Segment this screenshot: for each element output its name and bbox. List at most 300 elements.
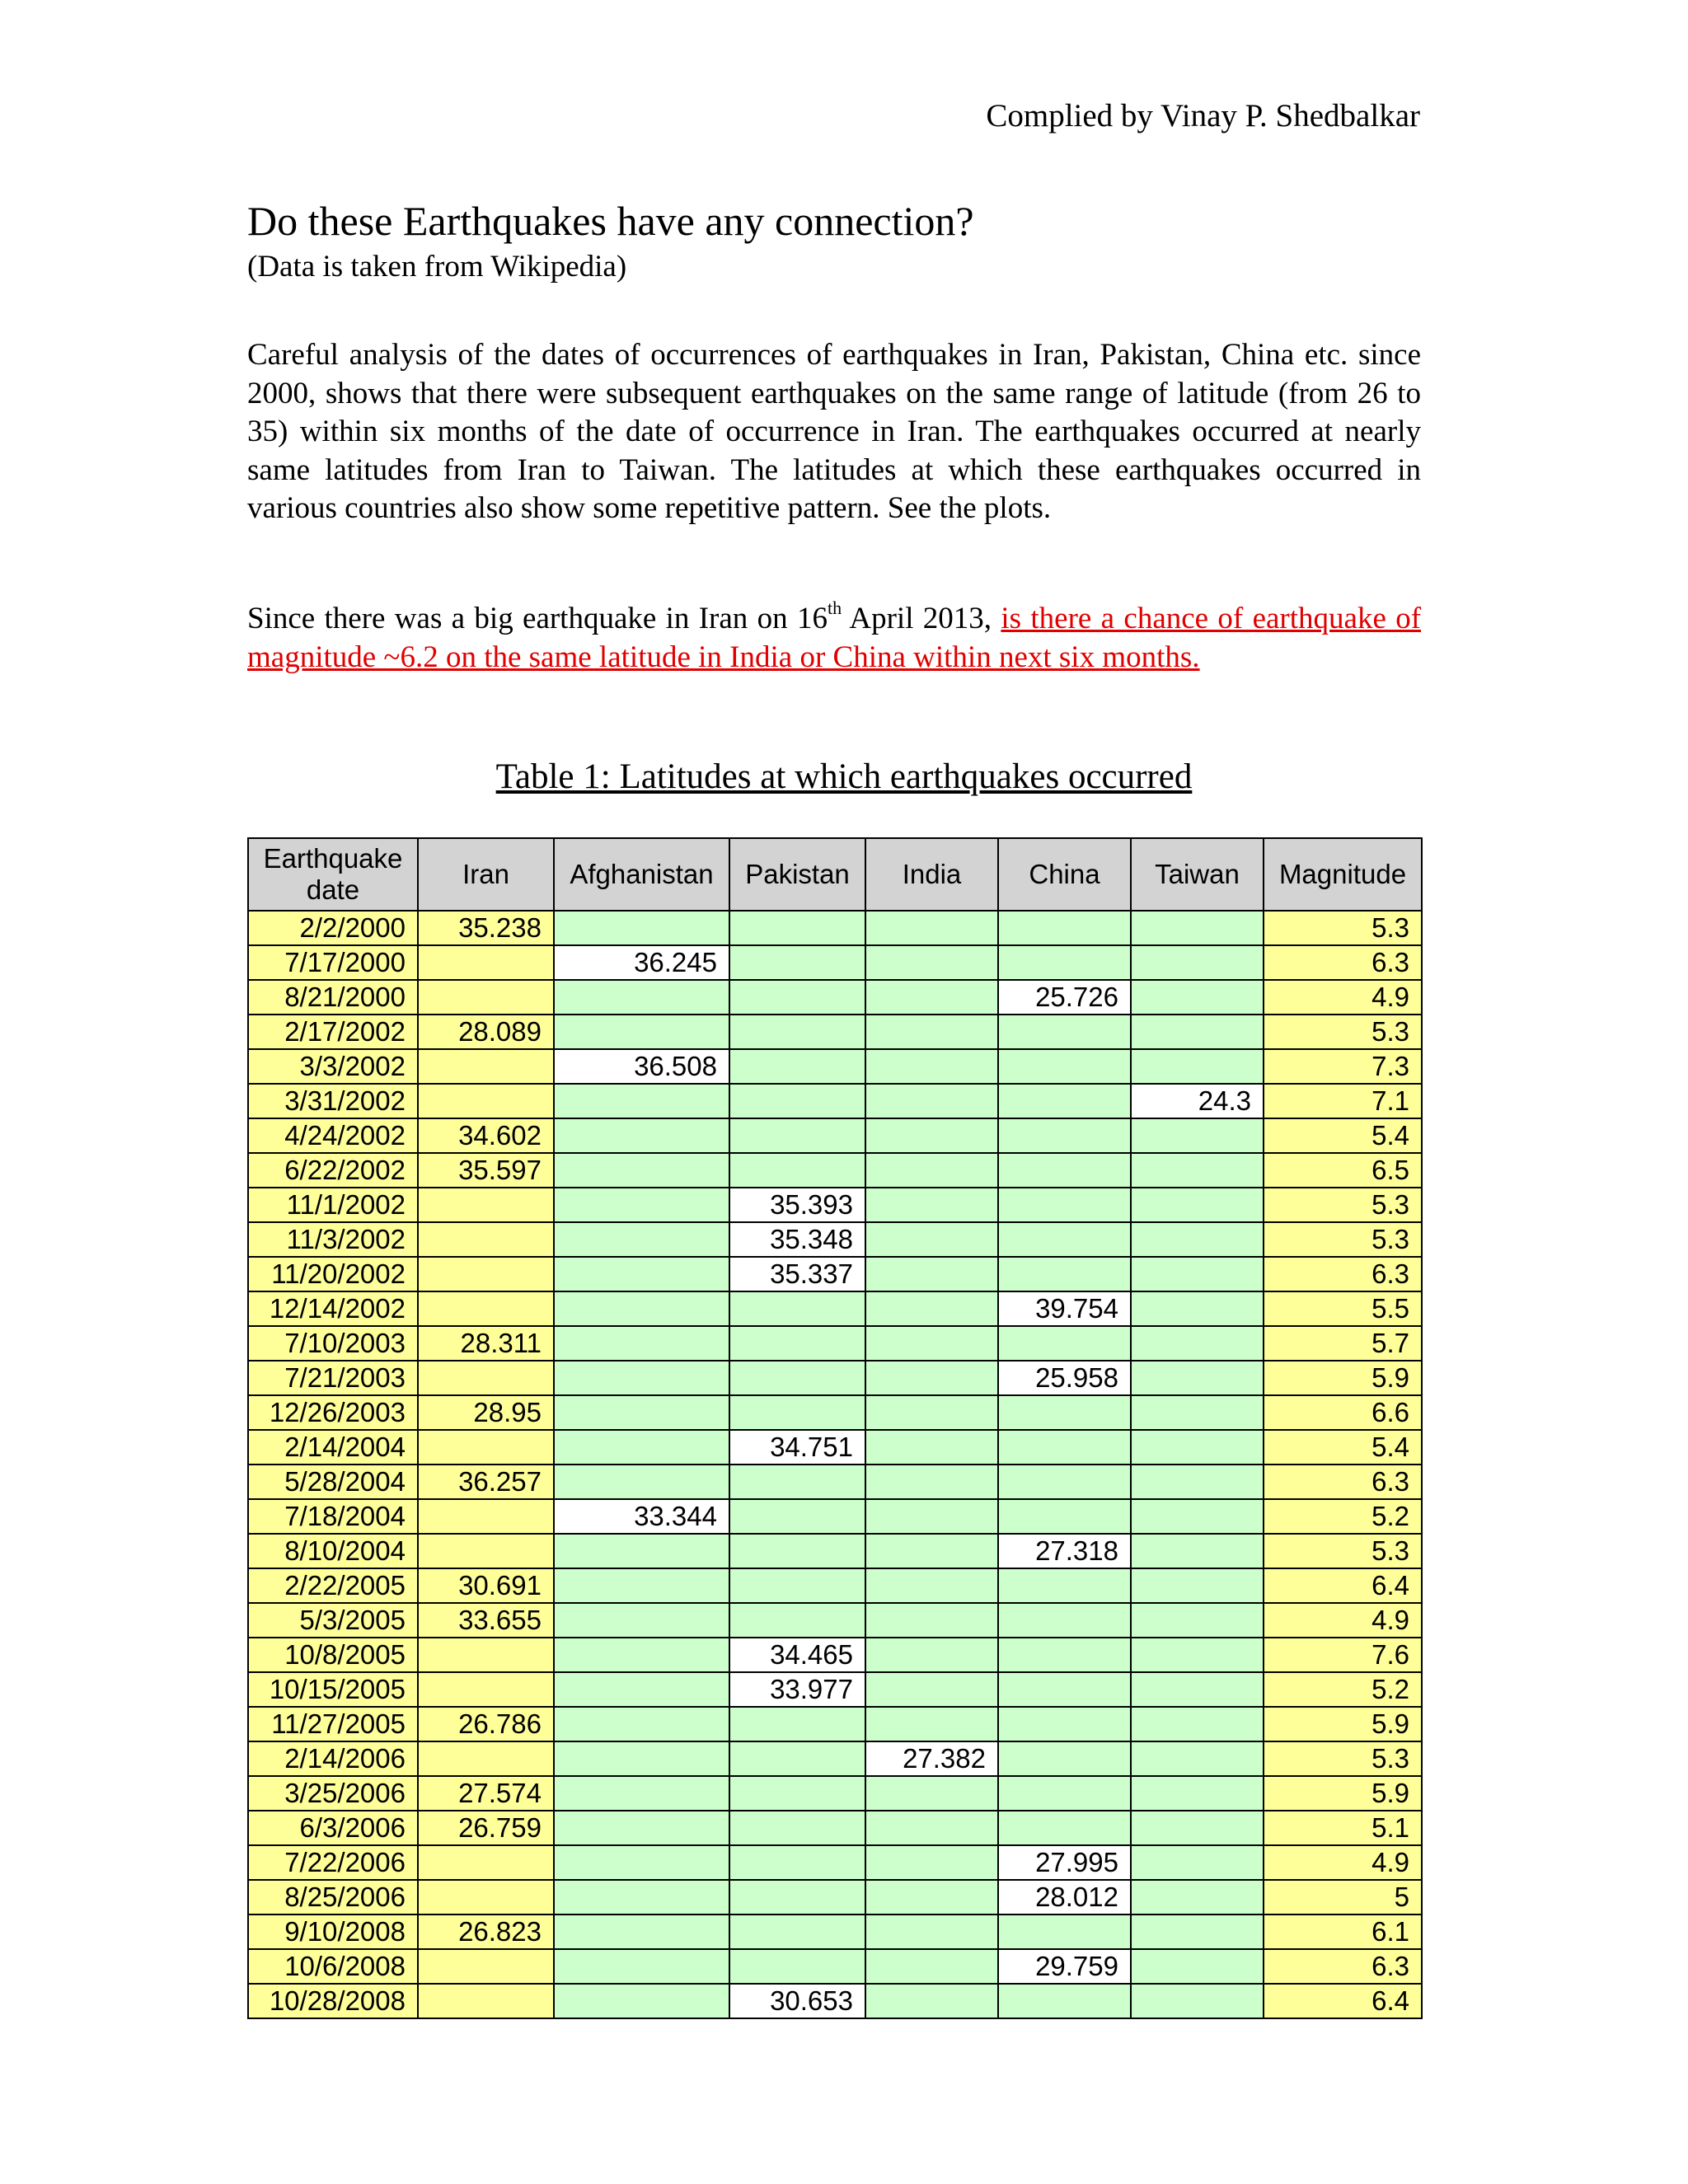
cell-iran — [418, 1430, 554, 1465]
table-row — [248, 1291, 1422, 1326]
cell-pakistan: 34.751 — [729, 1430, 865, 1465]
cell-taiwan — [1131, 1465, 1264, 1499]
cell-pakistan — [729, 1084, 865, 1118]
table-row — [248, 1465, 1422, 1499]
cell-afghanistan — [554, 1015, 729, 1049]
author-credit: Complied by Vinay P. Shedbalkar — [986, 98, 1420, 134]
cell-afghanistan — [554, 1915, 729, 1949]
cell-magnitude: 4.9 — [1264, 1845, 1422, 1880]
cell-china: 29.759 — [998, 1949, 1131, 1984]
cell-india: 27.382 — [865, 1741, 998, 1776]
table-row — [248, 980, 1422, 1015]
cell-pakistan — [729, 1949, 865, 1984]
cell-india — [865, 1776, 998, 1811]
cell-india — [865, 1499, 998, 1534]
table-row — [248, 1049, 1422, 1084]
cell-afghanistan — [554, 1465, 729, 1499]
cell-date: 8/21/2000 — [248, 980, 418, 1015]
cell-india — [865, 1291, 998, 1326]
cell-magnitude: 6.3 — [1264, 1465, 1422, 1499]
cell-china — [998, 1465, 1131, 1499]
cell-india — [865, 980, 998, 1015]
cell-afghanistan — [554, 1084, 729, 1118]
cell-taiwan — [1131, 1707, 1264, 1741]
cell-china — [998, 1603, 1131, 1638]
cell-afghanistan — [554, 1257, 729, 1291]
cell-iran — [418, 980, 554, 1015]
cell-pakistan — [729, 1707, 865, 1741]
cell-india — [865, 1118, 998, 1153]
cell-iran: 27.574 — [418, 1776, 554, 1811]
cell-magnitude: 6.5 — [1264, 1153, 1422, 1188]
table-row — [248, 945, 1422, 980]
cell-afghanistan — [554, 1603, 729, 1638]
cell-pakistan — [729, 1499, 865, 1534]
cell-china: 25.726 — [998, 980, 1131, 1015]
cell-date: 2/17/2002 — [248, 1015, 418, 1049]
table-title: Table 1: Latitudes at which earthquakes occurred — [495, 757, 1193, 796]
cell-iran — [418, 1084, 554, 1118]
cell-pakistan — [729, 1534, 865, 1568]
table-row — [248, 1707, 1422, 1741]
cell-iran — [418, 1291, 554, 1326]
table-row — [248, 1361, 1422, 1395]
cell-date: 11/3/2002 — [248, 1222, 418, 1257]
cell-magnitude: 5.3 — [1264, 1222, 1422, 1257]
table-row — [248, 1984, 1422, 2018]
cell-magnitude: 4.9 — [1264, 980, 1422, 1015]
table-row — [248, 1811, 1422, 1845]
cell-magnitude: 6.3 — [1264, 1257, 1422, 1291]
cell-india — [865, 1568, 998, 1603]
cell-date: 3/3/2002 — [248, 1049, 418, 1084]
cell-magnitude: 5.1 — [1264, 1811, 1422, 1845]
cell-iran — [418, 1984, 554, 2018]
cell-china — [998, 1741, 1131, 1776]
cell-afghanistan: 36.245 — [554, 945, 729, 980]
cell-india — [865, 1672, 998, 1707]
cell-date: 5/28/2004 — [248, 1465, 418, 1499]
cell-taiwan — [1131, 1430, 1264, 1465]
cell-taiwan — [1131, 1568, 1264, 1603]
cell-date: 3/25/2006 — [248, 1776, 418, 1811]
cell-pakistan — [729, 945, 865, 980]
table-row — [248, 1395, 1422, 1430]
cell-afghanistan — [554, 1222, 729, 1257]
cell-date: 10/15/2005 — [248, 1672, 418, 1707]
cell-iran — [418, 1672, 554, 1707]
cell-iran — [418, 1845, 554, 1880]
cell-pakistan — [729, 1880, 865, 1915]
cell-afghanistan — [554, 1672, 729, 1707]
cell-china — [998, 1395, 1131, 1430]
cell-taiwan — [1131, 1395, 1264, 1430]
cell-taiwan: 24.3 — [1131, 1084, 1264, 1118]
cell-taiwan — [1131, 1361, 1264, 1395]
table-header-row — [248, 838, 1422, 911]
cell-taiwan — [1131, 1880, 1264, 1915]
cell-iran: 35.238 — [418, 911, 554, 945]
cell-afghanistan — [554, 1361, 729, 1395]
cell-afghanistan — [554, 1707, 729, 1741]
cell-india — [865, 1915, 998, 1949]
cell-taiwan — [1131, 1984, 1264, 2018]
cell-magnitude: 6.6 — [1264, 1395, 1422, 1430]
cell-date: 5/3/2005 — [248, 1603, 418, 1638]
cell-pakistan: 33.977 — [729, 1672, 865, 1707]
cell-china — [998, 1430, 1131, 1465]
cell-pakistan: 35.337 — [729, 1257, 865, 1291]
cell-date: 7/18/2004 — [248, 1499, 418, 1534]
cell-taiwan — [1131, 1603, 1264, 1638]
cell-india — [865, 945, 998, 980]
table-row — [248, 1257, 1422, 1291]
cell-pakistan — [729, 1811, 865, 1845]
cell-taiwan — [1131, 1326, 1264, 1361]
cell-magnitude: 6.3 — [1264, 1949, 1422, 1984]
cell-date: 7/22/2006 — [248, 1845, 418, 1880]
cell-india — [865, 1049, 998, 1084]
cell-china — [998, 1568, 1131, 1603]
cell-date: 11/20/2002 — [248, 1257, 418, 1291]
cell-afghanistan — [554, 1776, 729, 1811]
cell-taiwan — [1131, 1741, 1264, 1776]
cell-magnitude: 6.1 — [1264, 1915, 1422, 1949]
cell-iran — [418, 1534, 554, 1568]
table-row — [248, 1568, 1422, 1603]
cell-date: 2/2/2000 — [248, 911, 418, 945]
cell-china: 25.958 — [998, 1361, 1131, 1395]
cell-afghanistan — [554, 1741, 729, 1776]
cell-taiwan — [1131, 980, 1264, 1015]
cell-china — [998, 1049, 1131, 1084]
cell-taiwan — [1131, 1949, 1264, 1984]
cell-pakistan — [729, 1915, 865, 1949]
cell-afghanistan — [554, 1811, 729, 1845]
cell-china: 28.012 — [998, 1880, 1131, 1915]
cell-india — [865, 1811, 998, 1845]
header-iran: Iran — [418, 838, 554, 911]
cell-date: 7/21/2003 — [248, 1361, 418, 1395]
cell-india — [865, 1015, 998, 1049]
question-date: April 2013, — [842, 602, 1001, 635]
cell-date: 2/14/2004 — [248, 1430, 418, 1465]
table-row — [248, 1222, 1422, 1257]
table-row — [248, 1845, 1422, 1880]
cell-magnitude: 5.3 — [1264, 1015, 1422, 1049]
cell-date: 12/26/2003 — [248, 1395, 418, 1430]
cell-taiwan — [1131, 911, 1264, 945]
cell-taiwan — [1131, 1672, 1264, 1707]
header-china: China — [998, 838, 1131, 911]
cell-china: 39.754 — [998, 1291, 1131, 1326]
cell-magnitude: 5.5 — [1264, 1291, 1422, 1326]
cell-india — [865, 1257, 998, 1291]
table-row — [248, 1672, 1422, 1707]
cell-afghanistan: 36.508 — [554, 1049, 729, 1084]
cell-afghanistan — [554, 1430, 729, 1465]
cell-china — [998, 945, 1131, 980]
cell-iran: 28.311 — [418, 1326, 554, 1361]
cell-pakistan: 35.348 — [729, 1222, 865, 1257]
cell-afghanistan — [554, 1949, 729, 1984]
cell-iran — [418, 1949, 554, 1984]
document-subtitle: (Data is taken from Wikipedia) — [247, 250, 627, 284]
cell-afghanistan — [554, 1638, 729, 1672]
cell-pakistan: 34.465 — [729, 1638, 865, 1672]
cell-magnitude: 7.1 — [1264, 1084, 1422, 1118]
cell-china — [998, 1257, 1131, 1291]
table-row — [248, 1499, 1422, 1534]
cell-iran — [418, 1257, 554, 1291]
table-row — [248, 1638, 1422, 1672]
cell-india — [865, 1845, 998, 1880]
table-row — [248, 1534, 1422, 1568]
cell-date: 9/10/2008 — [248, 1915, 418, 1949]
cell-magnitude: 6.4 — [1264, 1568, 1422, 1603]
cell-iran: 28.95 — [418, 1395, 554, 1430]
cell-magnitude: 7.6 — [1264, 1638, 1422, 1672]
table-row — [248, 1880, 1422, 1915]
cell-china — [998, 1153, 1131, 1188]
cell-pakistan — [729, 1291, 865, 1326]
table-row — [248, 1188, 1422, 1222]
cell-pakistan — [729, 1568, 865, 1603]
cell-india — [865, 1984, 998, 2018]
cell-afghanistan — [554, 1568, 729, 1603]
cell-india — [865, 1638, 998, 1672]
cell-taiwan — [1131, 1257, 1264, 1291]
cell-china — [998, 1915, 1131, 1949]
cell-pakistan — [729, 1776, 865, 1811]
cell-india — [865, 1430, 998, 1465]
cell-taiwan — [1131, 1188, 1264, 1222]
latitude-table — [247, 837, 1423, 2019]
cell-date: 6/3/2006 — [248, 1811, 418, 1845]
cell-pakistan — [729, 1015, 865, 1049]
cell-iran — [418, 1741, 554, 1776]
cell-china — [998, 1984, 1131, 2018]
cell-magnitude: 5.2 — [1264, 1672, 1422, 1707]
cell-iran: 26.786 — [418, 1707, 554, 1741]
cell-taiwan — [1131, 1811, 1264, 1845]
cell-date: 4/24/2002 — [248, 1118, 418, 1153]
cell-pakistan — [729, 1153, 865, 1188]
cell-india — [865, 1707, 998, 1741]
cell-pakistan: 35.393 — [729, 1188, 865, 1222]
cell-magnitude: 7.3 — [1264, 1049, 1422, 1084]
cell-iran: 36.257 — [418, 1465, 554, 1499]
cell-india — [865, 911, 998, 945]
cell-india — [865, 1188, 998, 1222]
cell-pakistan — [729, 1603, 865, 1638]
cell-magnitude: 5.3 — [1264, 1534, 1422, 1568]
cell-india — [865, 1465, 998, 1499]
cell-pakistan — [729, 1741, 865, 1776]
cell-iran — [418, 1638, 554, 1672]
cell-pakistan — [729, 1395, 865, 1430]
cell-iran — [418, 1880, 554, 1915]
cell-china — [998, 1707, 1131, 1741]
cell-iran — [418, 1499, 554, 1534]
cell-afghanistan: 33.344 — [554, 1499, 729, 1534]
cell-afghanistan — [554, 1880, 729, 1915]
table-body — [248, 911, 1422, 2018]
cell-date: 10/6/2008 — [248, 1949, 418, 1984]
cell-taiwan — [1131, 1499, 1264, 1534]
cell-india — [865, 1153, 998, 1188]
cell-china — [998, 1776, 1131, 1811]
cell-afghanistan — [554, 911, 729, 945]
cell-india — [865, 1326, 998, 1361]
table-row — [248, 1776, 1422, 1811]
cell-china — [998, 911, 1131, 945]
cell-magnitude: 6.4 — [1264, 1984, 1422, 2018]
cell-india — [865, 1603, 998, 1638]
cell-afghanistan — [554, 1534, 729, 1568]
cell-china — [998, 1326, 1131, 1361]
table-row — [248, 1741, 1422, 1776]
table-row — [248, 1153, 1422, 1188]
cell-india — [865, 1534, 998, 1568]
cell-iran — [418, 1222, 554, 1257]
cell-iran: 33.655 — [418, 1603, 554, 1638]
cell-iran: 26.759 — [418, 1811, 554, 1845]
cell-magnitude: 6.3 — [1264, 945, 1422, 980]
question-highlight: is there a chance of earthquake of magnitude ~6.2 on the same latitude in India or China within next six months. — [247, 602, 1422, 674]
cell-afghanistan — [554, 1845, 729, 1880]
cell-magnitude: 5 — [1264, 1880, 1422, 1915]
cell-magnitude: 5.9 — [1264, 1361, 1422, 1395]
header-magnitude: Magnitude — [1264, 838, 1422, 911]
cell-date: 10/8/2005 — [248, 1638, 418, 1672]
cell-taiwan — [1131, 1222, 1264, 1257]
cell-date: 12/14/2002 — [248, 1291, 418, 1326]
cell-india — [865, 1949, 998, 1984]
cell-date: 2/22/2005 — [248, 1568, 418, 1603]
cell-date: 2/14/2006 — [248, 1741, 418, 1776]
table-row — [248, 1915, 1422, 1949]
table-row — [248, 1430, 1422, 1465]
cell-china — [998, 1015, 1131, 1049]
cell-pakistan — [729, 1049, 865, 1084]
cell-india — [865, 1361, 998, 1395]
cell-pakistan: 30.653 — [729, 1984, 865, 2018]
cell-pakistan — [729, 911, 865, 945]
cell-magnitude: 4.9 — [1264, 1603, 1422, 1638]
cell-date: 10/28/2008 — [248, 1984, 418, 2018]
table-row — [248, 1949, 1422, 1984]
cell-china — [998, 1638, 1131, 1672]
header-afghanistan: Afghanistan — [554, 838, 729, 911]
cell-iran — [418, 1361, 554, 1395]
table-row — [248, 1084, 1422, 1118]
cell-taiwan — [1131, 945, 1264, 980]
question-paragraph — [247, 600, 1421, 677]
cell-pakistan — [729, 1845, 865, 1880]
cell-china — [998, 1672, 1131, 1707]
cell-date: 3/31/2002 — [248, 1084, 418, 1118]
cell-taiwan — [1131, 1776, 1264, 1811]
cell-date: 6/22/2002 — [248, 1153, 418, 1188]
cell-pakistan — [729, 1118, 865, 1153]
cell-china — [998, 1188, 1131, 1222]
cell-date: 7/10/2003 — [248, 1326, 418, 1361]
cell-afghanistan — [554, 1153, 729, 1188]
cell-afghanistan — [554, 1395, 729, 1430]
cell-magnitude: 5.4 — [1264, 1118, 1422, 1153]
cell-iran — [418, 945, 554, 980]
table-row — [248, 1118, 1422, 1153]
cell-pakistan — [729, 980, 865, 1015]
question-intro: Since there was a big earthquake in Iran on 16 — [247, 602, 828, 635]
cell-china — [998, 1222, 1131, 1257]
header-india: India — [865, 838, 998, 911]
cell-date: 8/25/2006 — [248, 1880, 418, 1915]
cell-date: 11/27/2005 — [248, 1707, 418, 1741]
cell-iran: 28.089 — [418, 1015, 554, 1049]
cell-afghanistan — [554, 1984, 729, 2018]
header-date: Earthquake date — [248, 838, 418, 911]
table-row — [248, 1326, 1422, 1361]
analysis-paragraph: Careful analysis of the dates of occurrences of earthquakes in Iran, Pakistan, China etc. since 2000, shows that there were subsequent earthquakes on the same range of latitude (from 26 to 35) within six months of the date of occurrence in Iran. The earthquakes occurred at nearly same latitudes from Iran to Taiwan. The latitudes at which these earthquakes occurred in various countries also show some repetitive pattern. See the plots. — [247, 338, 1421, 525]
document-title: Do these Earthquakes have any connection? — [247, 198, 974, 244]
cell-taiwan — [1131, 1845, 1264, 1880]
cell-taiwan — [1131, 1049, 1264, 1084]
cell-taiwan — [1131, 1291, 1264, 1326]
cell-iran: 34.602 — [418, 1118, 554, 1153]
cell-india — [865, 1084, 998, 1118]
cell-afghanistan — [554, 1326, 729, 1361]
cell-china — [998, 1811, 1131, 1845]
cell-pakistan — [729, 1465, 865, 1499]
cell-taiwan — [1131, 1638, 1264, 1672]
cell-india — [865, 1395, 998, 1430]
cell-date: 8/10/2004 — [248, 1534, 418, 1568]
cell-date: 11/1/2002 — [248, 1188, 418, 1222]
cell-iran: 26.823 — [418, 1915, 554, 1949]
cell-magnitude: 5.3 — [1264, 1741, 1422, 1776]
cell-magnitude: 5.9 — [1264, 1776, 1422, 1811]
table-row — [248, 1015, 1422, 1049]
cell-date: 7/17/2000 — [248, 945, 418, 980]
table-row — [248, 1603, 1422, 1638]
cell-afghanistan — [554, 1118, 729, 1153]
cell-iran: 30.691 — [418, 1568, 554, 1603]
cell-afghanistan — [554, 980, 729, 1015]
cell-afghanistan — [554, 1188, 729, 1222]
cell-magnitude: 5.4 — [1264, 1430, 1422, 1465]
cell-taiwan — [1131, 1915, 1264, 1949]
cell-india — [865, 1880, 998, 1915]
cell-taiwan — [1131, 1118, 1264, 1153]
cell-iran: 35.597 — [418, 1153, 554, 1188]
cell-china: 27.318 — [998, 1534, 1131, 1568]
cell-pakistan — [729, 1361, 865, 1395]
cell-china — [998, 1499, 1131, 1534]
cell-magnitude: 5.3 — [1264, 1188, 1422, 1222]
cell-taiwan — [1131, 1015, 1264, 1049]
cell-taiwan — [1131, 1534, 1264, 1568]
cell-iran — [418, 1049, 554, 1084]
cell-afghanistan — [554, 1291, 729, 1326]
cell-china — [998, 1118, 1131, 1153]
cell-taiwan — [1131, 1153, 1264, 1188]
header-pakistan: Pakistan — [729, 838, 865, 911]
cell-india — [865, 1222, 998, 1257]
cell-china — [998, 1084, 1131, 1118]
cell-magnitude: 5.3 — [1264, 911, 1422, 945]
